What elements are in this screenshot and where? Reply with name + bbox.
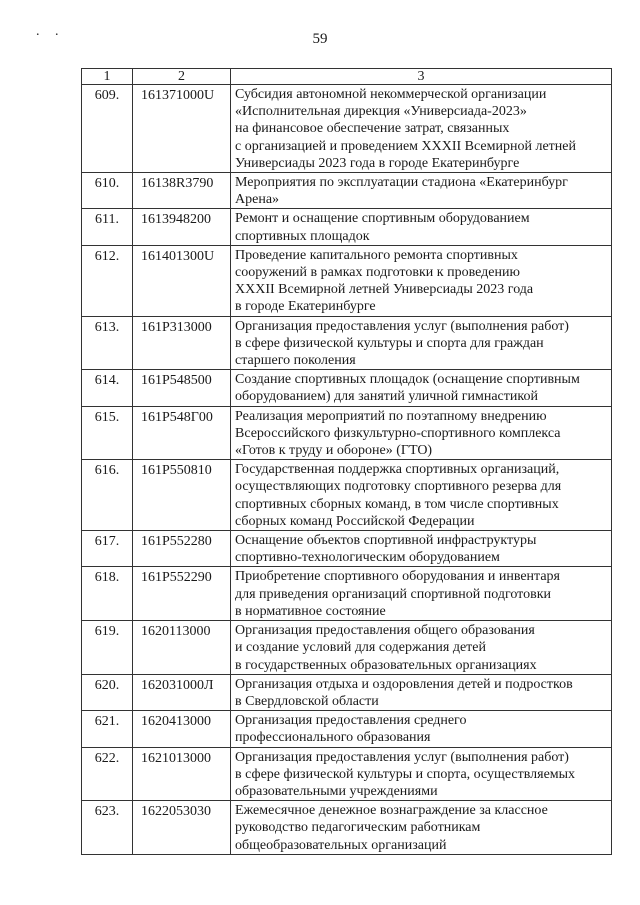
table-row xyxy=(82,406,612,460)
expense-description xyxy=(231,173,612,209)
description-line: Проведение капитального ремонта спортивных xyxy=(235,247,518,263)
description-line: сборных команд Российской Федерации xyxy=(235,513,475,529)
expense-description xyxy=(231,406,612,460)
expense-description xyxy=(231,711,612,747)
table-row xyxy=(82,173,612,209)
row-number: 618. xyxy=(82,567,133,621)
budget-code: 1613948200 xyxy=(133,209,231,245)
budget-code: 161P313000 xyxy=(133,316,231,370)
table-row xyxy=(82,85,612,173)
description-line: Ремонт и оснащение спортивным оборудованием xyxy=(235,211,530,227)
table-row xyxy=(82,711,612,747)
description-line: в городе Екатеринбурге xyxy=(235,299,376,315)
row-number: 612. xyxy=(82,245,133,316)
expense-description xyxy=(231,460,612,531)
expense-description xyxy=(231,85,612,173)
budget-code: 161P552290 xyxy=(133,567,231,621)
budget-code: 16138R3790 xyxy=(133,173,231,209)
column-header-3: 3 xyxy=(231,69,612,85)
budget-code: 1622053030 xyxy=(133,801,231,855)
expense-description xyxy=(231,209,612,245)
expense-description xyxy=(231,747,612,801)
description-line: профессионального образования xyxy=(235,730,431,746)
description-line: Создание спортивных площадок (оснащение спортивным xyxy=(235,372,580,388)
row-number: 616. xyxy=(82,460,133,531)
row-number: 610. xyxy=(82,173,133,209)
description-line: в сфере физической культуры и спорта для граждан xyxy=(235,335,544,351)
budget-code: 161P550810 xyxy=(133,460,231,531)
table-row xyxy=(82,674,612,710)
table-row xyxy=(82,747,612,801)
budget-code: 1621013000 xyxy=(133,747,231,801)
row-number: 615. xyxy=(82,406,133,460)
column-header-2: 2 xyxy=(133,69,231,85)
description-line: общеобразовательных организаций xyxy=(235,837,447,853)
expense-description xyxy=(231,316,612,370)
description-line: спортивных площадок xyxy=(235,228,370,244)
description-line: Организация предоставления среднего xyxy=(235,713,467,729)
description-line: Приобретение спортивного оборудования и инвентаря xyxy=(235,569,560,585)
description-line: образовательными учреждениями xyxy=(235,783,438,799)
description-line: спортивных сборных команд, в том числе спортивных xyxy=(235,496,559,512)
expense-description xyxy=(231,674,612,710)
page-number: 59 xyxy=(312,31,328,47)
description-line: руководство педагогическим работникам xyxy=(235,820,481,836)
row-number: 621. xyxy=(82,711,133,747)
budget-code: 161401300U xyxy=(133,245,231,316)
description-line: в нормативное состояние xyxy=(235,603,386,619)
column-header-1: 1 xyxy=(82,69,133,85)
row-number: 620. xyxy=(82,674,133,710)
description-line: Оснащение объектов спортивной инфраструктуры xyxy=(235,533,537,549)
expense-description xyxy=(231,370,612,406)
row-number: 619. xyxy=(82,621,133,675)
description-line: Универсиады 2023 года в городе Екатеринбурге xyxy=(235,155,520,171)
description-line: Государственная поддержка спортивных организаций, xyxy=(235,462,560,478)
budget-code: 161371000U xyxy=(133,85,231,173)
table-row xyxy=(82,245,612,316)
description-line: с организацией и проведением XXXII Всемирной летней xyxy=(235,138,576,154)
description-line: Организация отдыха и оздоровления детей и подростков xyxy=(235,676,573,692)
budget-code: 161P552280 xyxy=(133,531,231,567)
row-number: 613. xyxy=(82,316,133,370)
expense-description xyxy=(231,801,612,855)
table-body xyxy=(82,69,612,855)
description-line: в Свердловской области xyxy=(235,693,379,709)
description-line: старшего поколения xyxy=(235,353,356,369)
expense-description xyxy=(231,621,612,675)
description-line: «Готов к труду и обороне» (ГТО) xyxy=(235,443,433,459)
description-line: в государственных образовательных организациях xyxy=(235,657,537,673)
expense-description xyxy=(231,245,612,316)
budget-code: 161P548500 xyxy=(133,370,231,406)
description-line: Арена» xyxy=(235,192,280,208)
table-row xyxy=(82,460,612,531)
description-line: осуществляющих подготовку спортивного резерва для xyxy=(235,479,562,495)
budget-code: 161P548Г00 xyxy=(133,406,231,460)
description-line: спортивно-технологическим оборудованием xyxy=(235,550,500,566)
table-row xyxy=(82,531,612,567)
row-number: 617. xyxy=(82,531,133,567)
budget-code: 1620113000 xyxy=(133,621,231,675)
description-line: для приведения организаций спортивной подготовки xyxy=(235,586,551,602)
table-row xyxy=(82,370,612,406)
row-number: 611. xyxy=(82,209,133,245)
row-number: 623. xyxy=(82,801,133,855)
table-row xyxy=(82,316,612,370)
description-line: в сфере физической культуры и спорта, осуществляемых xyxy=(235,766,576,782)
description-line: сооружений в рамках подготовки к проведению xyxy=(235,265,520,281)
description-line: Организация предоставления услуг (выполнения работ) xyxy=(235,749,569,765)
description-line: на финансовое обеспечение затрат, связанных xyxy=(235,121,510,137)
expense-description xyxy=(231,567,612,621)
table-header-row xyxy=(82,69,612,85)
description-line: Организация предоставления общего образования xyxy=(235,623,535,639)
table-row xyxy=(82,621,612,675)
description-line: и создание условий для содержания детей xyxy=(235,640,486,656)
expense-description xyxy=(231,531,612,567)
row-number: 622. xyxy=(82,747,133,801)
row-number: 614. xyxy=(82,370,133,406)
description-line: Субсидия автономной некоммерческой организации xyxy=(235,87,547,102)
budget-code: 1620413000 xyxy=(133,711,231,747)
table-row xyxy=(82,801,612,855)
description-line: оборудованием) для занятий уличной гимнастикой xyxy=(235,389,538,405)
description-line: XXXII Всемирной летней Универсиады 2023 года xyxy=(235,282,534,298)
description-line: «Исполнительная дирекция «Универсиада-2023» xyxy=(235,104,527,120)
row-number: 609. xyxy=(82,85,133,173)
description-line: Мероприятия по эксплуатации стадиона «Екатеринбург xyxy=(235,175,568,191)
description-line: Ежемесячное денежное вознаграждение за классное xyxy=(235,803,548,819)
description-line: Всероссийского физкультурно-спортивного комплекса xyxy=(235,425,561,441)
budget-code-table xyxy=(81,68,612,855)
budget-code: 162031000Л xyxy=(133,674,231,710)
description-line: Организация предоставления услуг (выполнения работ) xyxy=(235,318,569,334)
description-line: Реализация мероприятий по поэтапному внедрению xyxy=(235,408,547,424)
scan-marks: . . xyxy=(36,24,65,39)
table-row xyxy=(82,209,612,245)
table-row xyxy=(82,567,612,621)
